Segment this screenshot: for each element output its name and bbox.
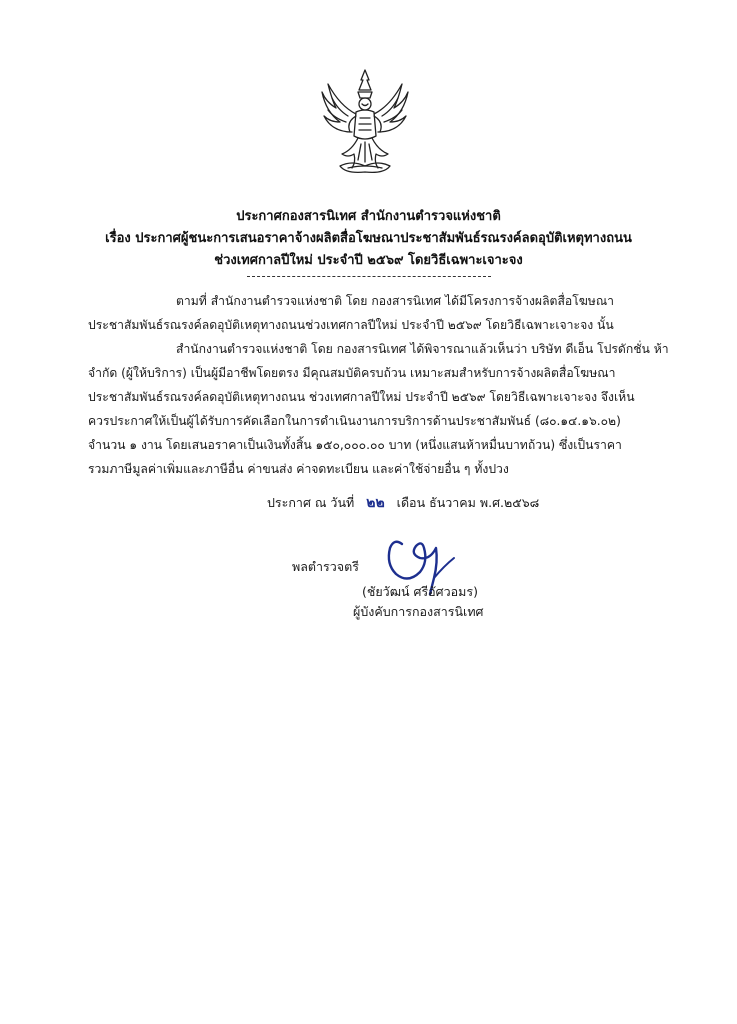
signer-name: (ชัยวัฒน์ ศรีอัศวอมร) bbox=[362, 584, 478, 599]
body-line-4: จำกัด (ผู้ให้บริการ) เป็นผู้มีอาชีพโดยตรง มีคุณสมบัติครบถ้วน เหมาะสมสำหรับการจ้างผลิตสื่อโฆษณา bbox=[88, 366, 616, 380]
signer-title: ผู้บังคับการกองสารนิเทศ bbox=[353, 604, 484, 619]
header-divider bbox=[247, 276, 491, 277]
date-prefix: ประกาศ ณ วันที่ bbox=[267, 495, 355, 510]
announcement-agency: ประกาศกองสารนิเทศ สำนักงานตำรวจแห่งชาติ bbox=[236, 209, 501, 224]
garuda-emblem-icon bbox=[318, 66, 412, 178]
announcement-date bbox=[267, 492, 539, 514]
body-line-5: ประชาสัมพันธ์รณรงค์ลดอุบัติเหตุทางถนน ช่วงเทศกาลปีใหม่ ประจำปี ๒๕๖๙ โดยวิธีเฉพาะเจาะจง จึงเห็น bbox=[88, 390, 635, 404]
signer-rank: พลตำรวจตรี bbox=[292, 559, 359, 574]
body-line-6: ควรประกาศให้เป็นผู้ได้รับการคัดเลือกในการดำเนินงานการบริการด้านประชาสัมพันธ์ (๘๐.๑๔.๑๖.๐๒) bbox=[88, 414, 621, 428]
body-line-7: จำนวน ๑ งาน โดยเสนอราคาเป็นเงินทั้งสิ้น ๑๕๐,๐๐๐.๐๐ บาท (หนึ่งแสนห้าหมื่นบาทถ้วน) ซึ่งเป็นราคา bbox=[88, 438, 622, 452]
body-line-8: รวมภาษีมูลค่าเพิ่มและภาษีอื่น ค่าขนส่ง ค่าจดทะเบียน และค่าใช้จ่ายอื่น ๆ ทั้งปวง bbox=[88, 462, 509, 476]
body-line-1: ตามที่ สำนักงานตำรวจแห่งชาติ โดย กองสารนิเทศ ได้มีโครงการจ้างผลิตสื่อโฆษณา bbox=[176, 294, 614, 308]
date-suffix: เดือน ธันวาคม พ.ศ.๒๕๖๘ bbox=[396, 495, 540, 510]
date-day-handwritten: ๒๒ bbox=[366, 495, 385, 511]
body-line-3: สำนักงานตำรวจแห่งชาติ โดย กองสารนิเทศ ได้พิจารณาแล้วเห็นว่า บริษัท ดีเอ็น โปรดักชั่น ห้า bbox=[176, 342, 669, 356]
announcement-subject: เรื่อง ประกาศผู้ชนะการเสนอราคาจ้างผลิตสื่อโฆษณาประชาสัมพันธ์รณรงค์ลดอุบัติเหตุทางถนน bbox=[105, 231, 632, 246]
body-line-2: ประชาสัมพันธ์รณรงค์ลดอุบัติเหตุทางถนนช่วงเทศกาลปีใหม่ ประจำปี ๒๕๖๙ โดยวิธีเฉพาะเจาะจง นั้น bbox=[88, 318, 614, 332]
announcement-subject-cont: ช่วงเทศกาลปีใหม่ ประจำปี ๒๕๖๙ โดยวิธีเฉพาะเจาะจง bbox=[214, 253, 523, 268]
